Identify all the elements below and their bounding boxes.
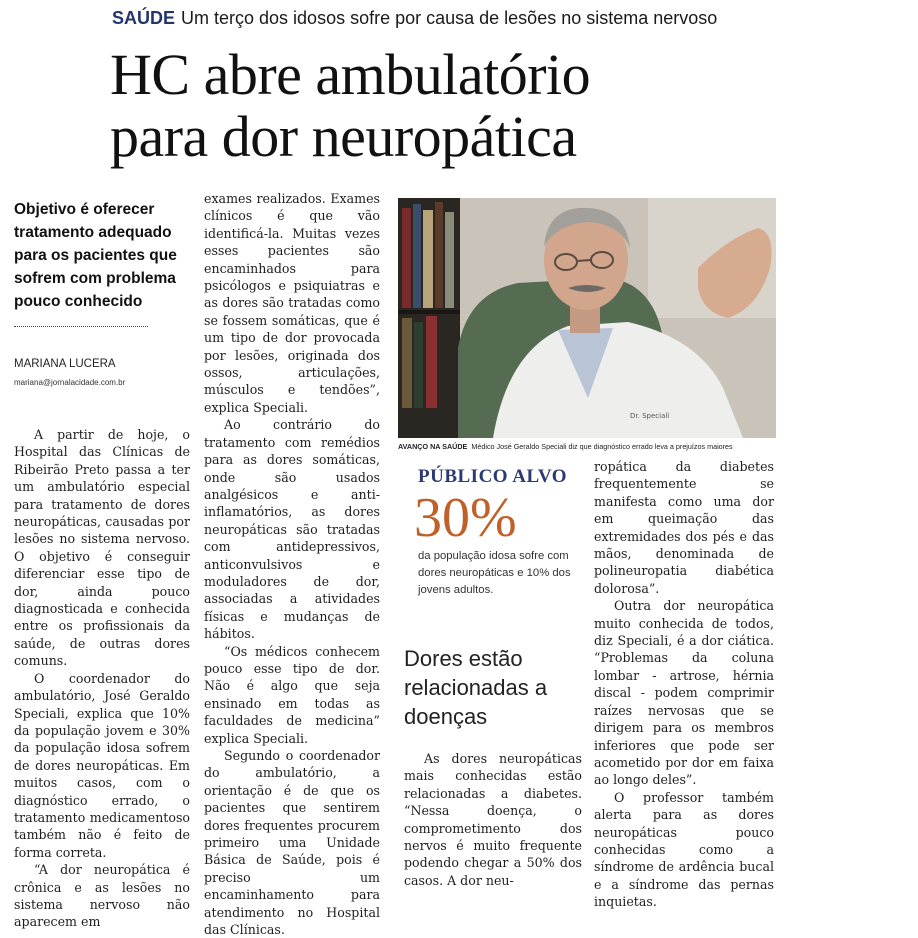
- paragraph: O professor também alerta para as dores neuropáticas pouco conhecidas como a síndrome de ardência bucal e a síndrome das pernas inquietas.: [594, 789, 774, 910]
- kicker-text: Um terço dos idosos sofre por causa de lesões no sistema nervoso: [181, 8, 718, 28]
- paragraph: A partir de hoje, o Hospital das Clínicas de Ribeirão Preto passa a ter um ambulatório especial para tratamento de dores neuropáticas, causadas por lesões no sistema nervoso. O objetivo é conseguir diferenciar esse tipo de dor, ainda pouco diagnosticada e conhecida entre os profissionais da saúde, de outras dores comuns.: [14, 427, 190, 669]
- highlight-title: PÚBLICO ALVO: [418, 466, 568, 487]
- paragraph: “A dor neuropática é crônica e as lesões no sistema nervoso não aparecem em: [14, 862, 190, 930]
- paragraph: ropática da diabetes frequentemente se manifesta como uma dor em queimação das extremidades dos pés e das mãos, denominada de polineuropatia diabética dolorosa”.: [594, 459, 774, 596]
- deck: Objetivo é oferecer tratamento adequado para os pacientes que sofrem com problema pouco conhecido: [14, 201, 177, 310]
- paragraph: As dores neuropáticas mais conhecidas estão relacionadas a diabetes. “Nessa doença, o comprometimento dos nervos é muito frequente podendo chegar a 50% dos casos. A dor neu-: [404, 751, 582, 888]
- byline-author: MARIANA LUCERA: [14, 358, 116, 370]
- highlight-description: da população idosa sofre com dores neuropáticas e 10% dos jovens adultos.: [418, 550, 571, 596]
- headline: [110, 44, 810, 168]
- doctor-photo-illustration: [398, 198, 776, 438]
- paragraph: O coordenador do ambulatório, José Geraldo Speciali, explica que 10% da população jovem e 30% da população idosa sofrem de dores neuropáticas. Em muitos casos, com o diagnóstico errado, o tratamento medicamentoso também não é feito de forma correta.: [14, 670, 190, 860]
- highlight-value: 30%: [414, 487, 517, 549]
- article-column-3: [404, 750, 582, 889]
- headline-line-2: para dor neuropática: [110, 104, 577, 169]
- subhead: Dores estão relacionadas a doenças: [404, 646, 548, 729]
- article-column-2: [204, 190, 380, 938]
- article-photo: [398, 198, 776, 438]
- bookshelf: [398, 198, 460, 438]
- headline-line-1: HC abre ambulatório: [110, 42, 591, 107]
- caption-text: Médico José Geraldo Speciali diz que diagnóstico errado leva a prejuízos maiores: [471, 442, 733, 451]
- coat-label: Dr. Speciali: [630, 412, 670, 420]
- divider: [14, 326, 148, 327]
- paragraph: Outra dor neuropática muito conhecida de todos, diz Speciali, é a dor ciática. “Problemas da coluna lombar - artrose, hérnia discal - podem comprimir raízes nervosas que se dirigem para os membros inferiores que pode ser acometido por dor em faixa ao longo deles”.: [594, 598, 774, 788]
- caption-tag: AVANÇO NA SAÚDE: [398, 442, 468, 451]
- article-column-4: [594, 458, 774, 911]
- section-label: SAÚDE: [112, 8, 176, 28]
- photo-caption: [398, 442, 798, 451]
- kicker: [112, 8, 717, 29]
- paragraph: Segundo o coordenador do ambulatório, a orientação é de que os pacientes que sentirem dores frequentes procurem primeiro uma Unidade Básica de Saúde, pois é preciso um encaminhamento para atendimento no Hospital das Clínicas.: [204, 748, 380, 938]
- article-column-1: [14, 426, 190, 931]
- paragraph: exames realizados. Exames clínicos é que vão identificá-la. Muitas vezes esses pacientes são encaminhados para psicólogos e psiquiatras e as dores são tratadas como se fossem somáticas, que é um tipo de dor provocada por lesões, originada dos ossos, articulações, músculos e tendões”, explica Speciali.: [204, 191, 380, 415]
- paragraph: Ao contrário do tratamento com remédios para as dores somáticas, onde são usados analgésicos e anti-inflamatórios, as dores neuropáticas são tratadas com antidepressivos, anticonvulsivos e moduladores de dor, associadas a atividades físicas e mudanças de hábitos.: [204, 417, 380, 642]
- paragraph: “Os médicos conhecem pouco esse tipo de dor. Não é algo que seja ensinado em todas as faculdades de medicina” explica Speciali.: [204, 643, 380, 746]
- byline-email[interactable]: mariana@jornalacidade.com.br: [14, 378, 126, 387]
